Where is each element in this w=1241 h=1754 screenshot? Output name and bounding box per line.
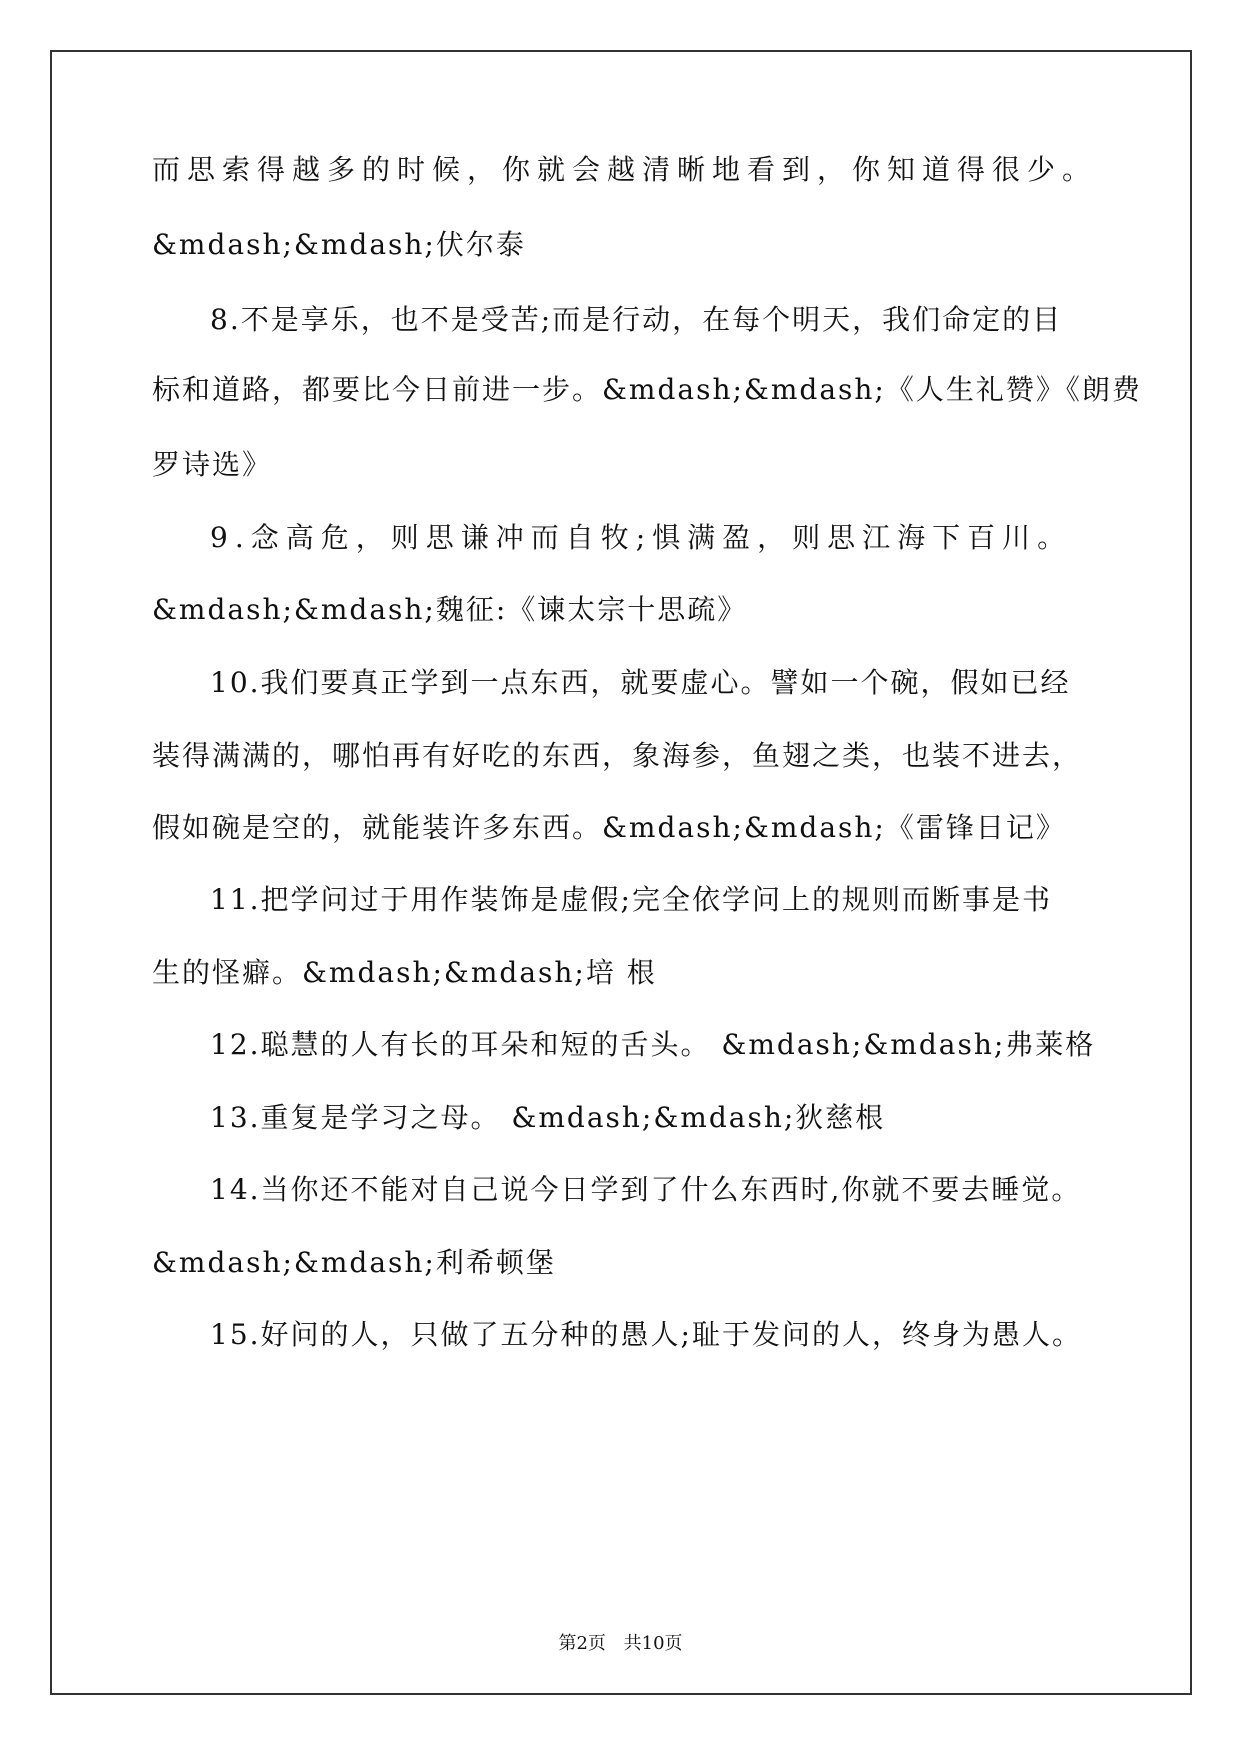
- text-line: 14.当你还不能对自己说今日学到了什么东西时,你就不要去睡觉。: [210, 1173, 1082, 1206]
- text-line: 而思索得越多的时候，你就会越清晰地看到，你知道得很少。: [152, 153, 1098, 186]
- text-line: 生的怪癖。&mdash;&mdash;培 根: [152, 956, 657, 989]
- page-number: 第2页: [558, 1633, 606, 1654]
- text-line: 8.不是享乐，也不是受苦;而是行动，在每个明天，我们命定的目: [210, 303, 1063, 336]
- text-line: &mdash;&mdash;伏尔泰: [152, 228, 526, 261]
- text-line: 罗诗选》: [152, 448, 273, 481]
- text-line: 10.我们要真正学到一点东西，就要虚心。譬如一个碗，假如已经: [210, 666, 1071, 699]
- page-footer: [0, 1632, 1241, 1656]
- text-line: 9.念高危，则思谦冲而自牧;惧满盈，则思江海下百川。: [210, 521, 1073, 554]
- text-line: 假如碗是空的，就能装许多东西。&mdash;&mdash;《雷锋日记》: [152, 811, 1066, 844]
- page-total: 共10页: [623, 1633, 683, 1654]
- text-line: 15.好问的人，只做了五分种的愚人;耻于发问的人，终身为愚人。: [210, 1318, 1082, 1351]
- text-line: &mdash;&mdash;利希顿堡: [152, 1246, 556, 1279]
- text-line: 12.聪慧的人有长的耳朵和短的舌头。 &mdash;&mdash;弗莱格: [210, 1028, 1096, 1061]
- text-line: 13.重复是学习之母。 &mdash;&mdash;狄慈根: [210, 1101, 886, 1134]
- text-line: 标和道路，都要比今日前进一步。&mdash;&mdash;《人生礼赞》《朗费: [152, 373, 1142, 406]
- text-line: &mdash;&mdash;魏征:《谏太宗十思疏》: [152, 593, 748, 626]
- text-line: 装得满满的，哪怕再有好吃的东西，象海参，鱼翅之类，也装不进去，: [152, 739, 1083, 772]
- page-border: [50, 50, 1192, 1695]
- text-line: 11.把学问过于用作装饰是虚假;完全依学问上的规则而断事是书: [210, 883, 1052, 916]
